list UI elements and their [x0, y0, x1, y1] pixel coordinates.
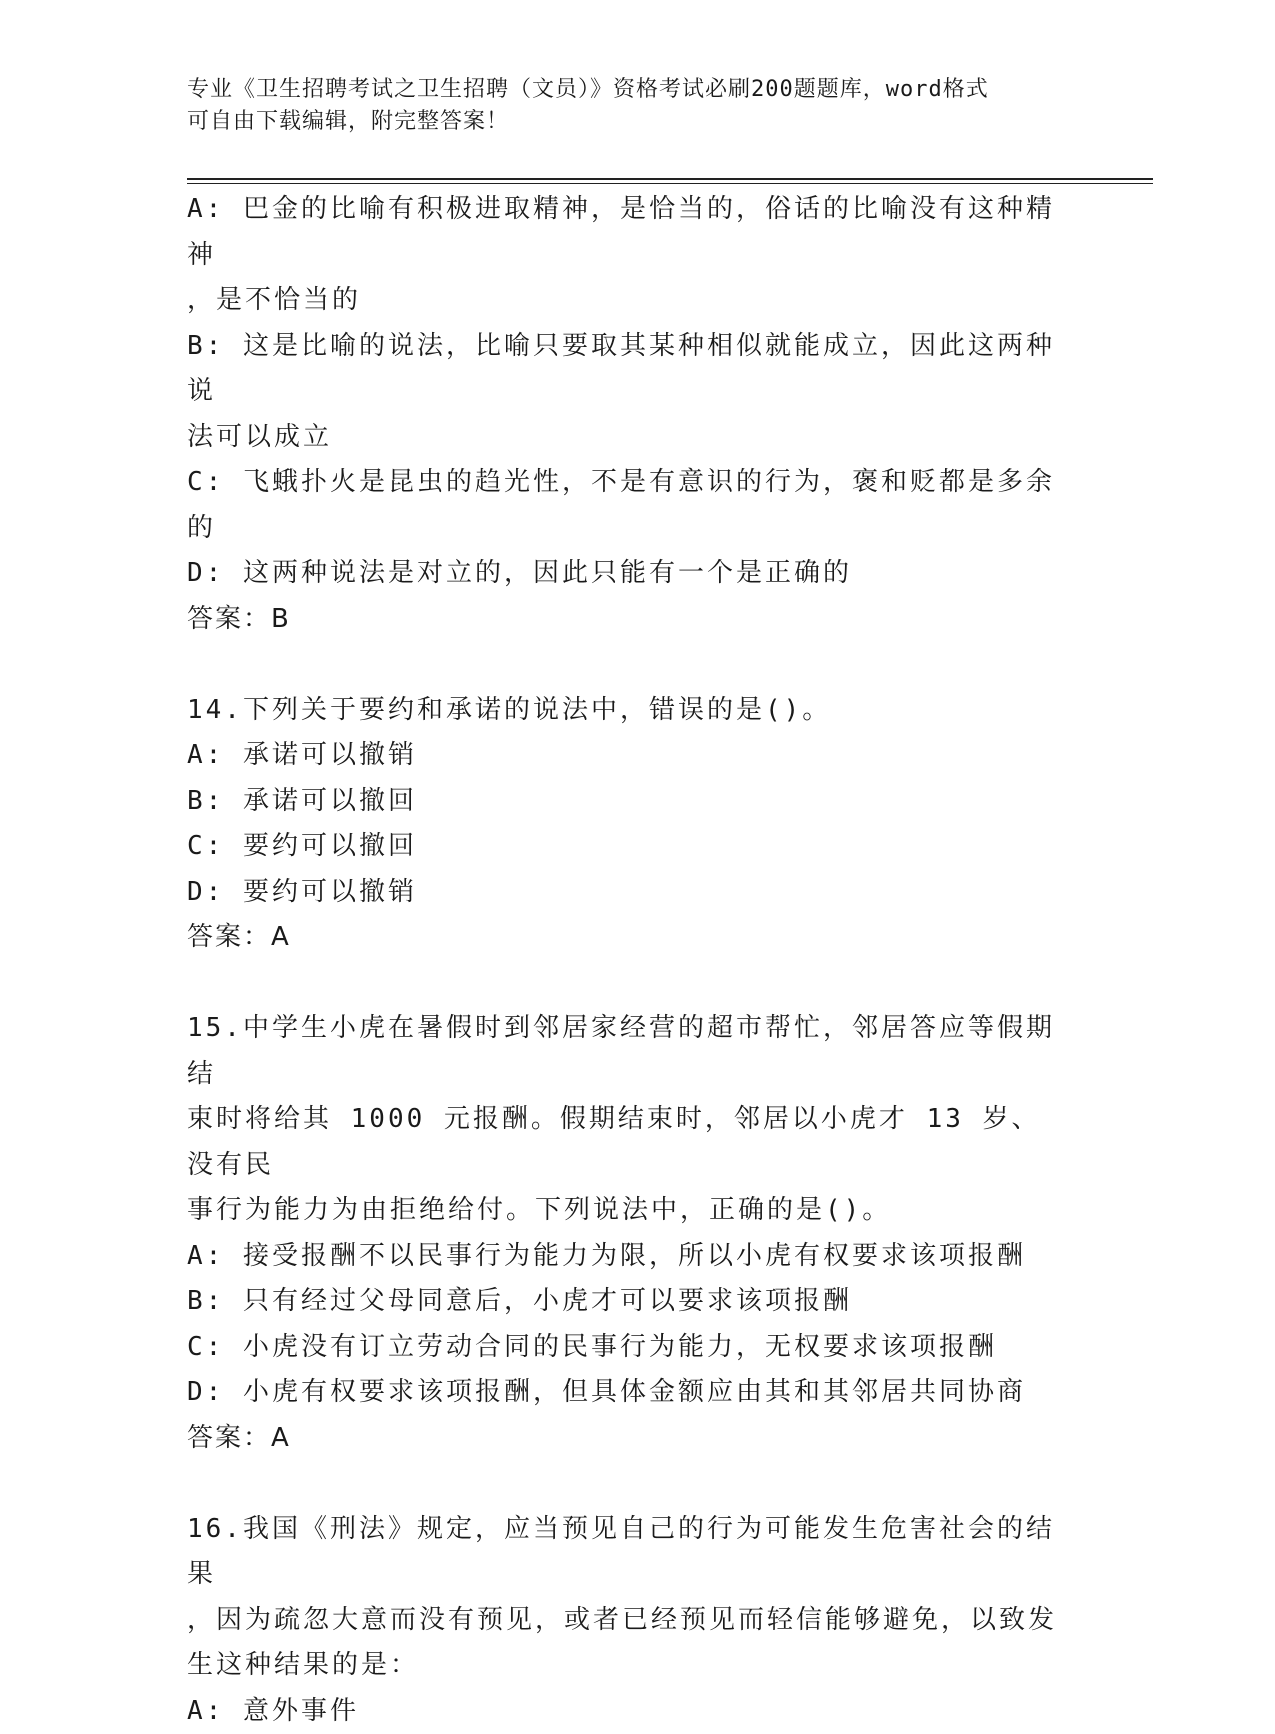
question-16-block — [187, 1507, 1067, 1734]
question-13-option-a-line-2: ，是不恰当的 — [187, 278, 1067, 324]
question-15-option-b: B: 只有经过父母同意后，小虎才可以要求该项报酬 — [187, 1279, 1067, 1325]
question-spacer — [187, 642, 1067, 688]
document-header — [187, 74, 1067, 138]
question-13-block — [187, 187, 1067, 642]
question-14-option-c: C: 要约可以撤回 — [187, 824, 1067, 870]
question-15-stem-line-3: 事行为能力为由拒绝给付。下列说法中，正确的是()。 — [187, 1188, 1067, 1234]
question-15-option-d: D: 小虎有权要求该项报酬，但具体金额应由其和其邻居共同协商 — [187, 1370, 1067, 1416]
question-14-option-b: B: 承诺可以撤回 — [187, 779, 1067, 825]
question-14-option-d: D: 要约可以撤销 — [187, 870, 1067, 916]
question-15-option-a: A: 接受报酬不以民事行为能力为限，所以小虎有权要求该项报酬 — [187, 1234, 1067, 1280]
question-13-option-b-line-2: 法可以成立 — [187, 415, 1067, 461]
question-spacer — [187, 961, 1067, 1007]
question-16-stem-line-3: 生这种结果的是： — [187, 1643, 1067, 1689]
header-divider-thick — [187, 178, 1153, 180]
question-13-answer: 答案：B — [187, 597, 1067, 643]
question-13-option-b-line-1: B: 这是比喻的说法，比喻只要取其某种相似就能成立，因此这两种说 — [187, 324, 1067, 415]
header-title-line-1: 专业《卫生招聘考试之卫生招聘（文员）》资格考试必刷200题题库，word格式 — [187, 74, 1067, 106]
question-15-option-c: C: 小虎没有订立劳动合同的民事行为能力，无权要求该项报酬 — [187, 1325, 1067, 1371]
header-title-line-2: 可自由下载编辑，附完整答案！ — [187, 106, 1067, 138]
question-content — [187, 187, 1067, 1734]
question-15-stem-line-2: 束时将给其 1000 元报酬。假期结束时，邻居以小虎才 13 岁、没有民 — [187, 1097, 1067, 1188]
question-13-option-d: D: 这两种说法是对立的，因此只能有一个是正确的 — [187, 551, 1067, 597]
question-14-option-a: A: 承诺可以撤销 — [187, 733, 1067, 779]
question-13-option-c: C: 飞蛾扑火是昆虫的趋光性，不是有意识的行为，褒和贬都是多余的 — [187, 460, 1067, 551]
question-spacer — [187, 1461, 1067, 1507]
question-15-answer: 答案：A — [187, 1416, 1067, 1462]
question-16-stem-line-2: ，因为疏忽大意而没有预见，或者已经预见而轻信能够避免，以致发 — [187, 1598, 1067, 1644]
question-14-answer: 答案：A — [187, 915, 1067, 961]
question-13-option-a-line-1: A: 巴金的比喻有积极进取精神，是恰当的，俗话的比喻没有这种精神 — [187, 187, 1067, 278]
question-15-block — [187, 1006, 1067, 1461]
question-14-block — [187, 688, 1067, 961]
question-16-stem-line-1: 16.我国《刑法》规定，应当预见自己的行为可能发生危害社会的结果 — [187, 1507, 1067, 1598]
header-divider-thin — [187, 183, 1153, 184]
question-14-stem: 14.下列关于要约和承诺的说法中，错误的是()。 — [187, 688, 1067, 734]
question-16-option-a: A: 意外事件 — [187, 1689, 1067, 1734]
question-15-stem-line-1: 15.中学生小虎在暑假时到邻居家经营的超市帮忙，邻居答应等假期结 — [187, 1006, 1067, 1097]
